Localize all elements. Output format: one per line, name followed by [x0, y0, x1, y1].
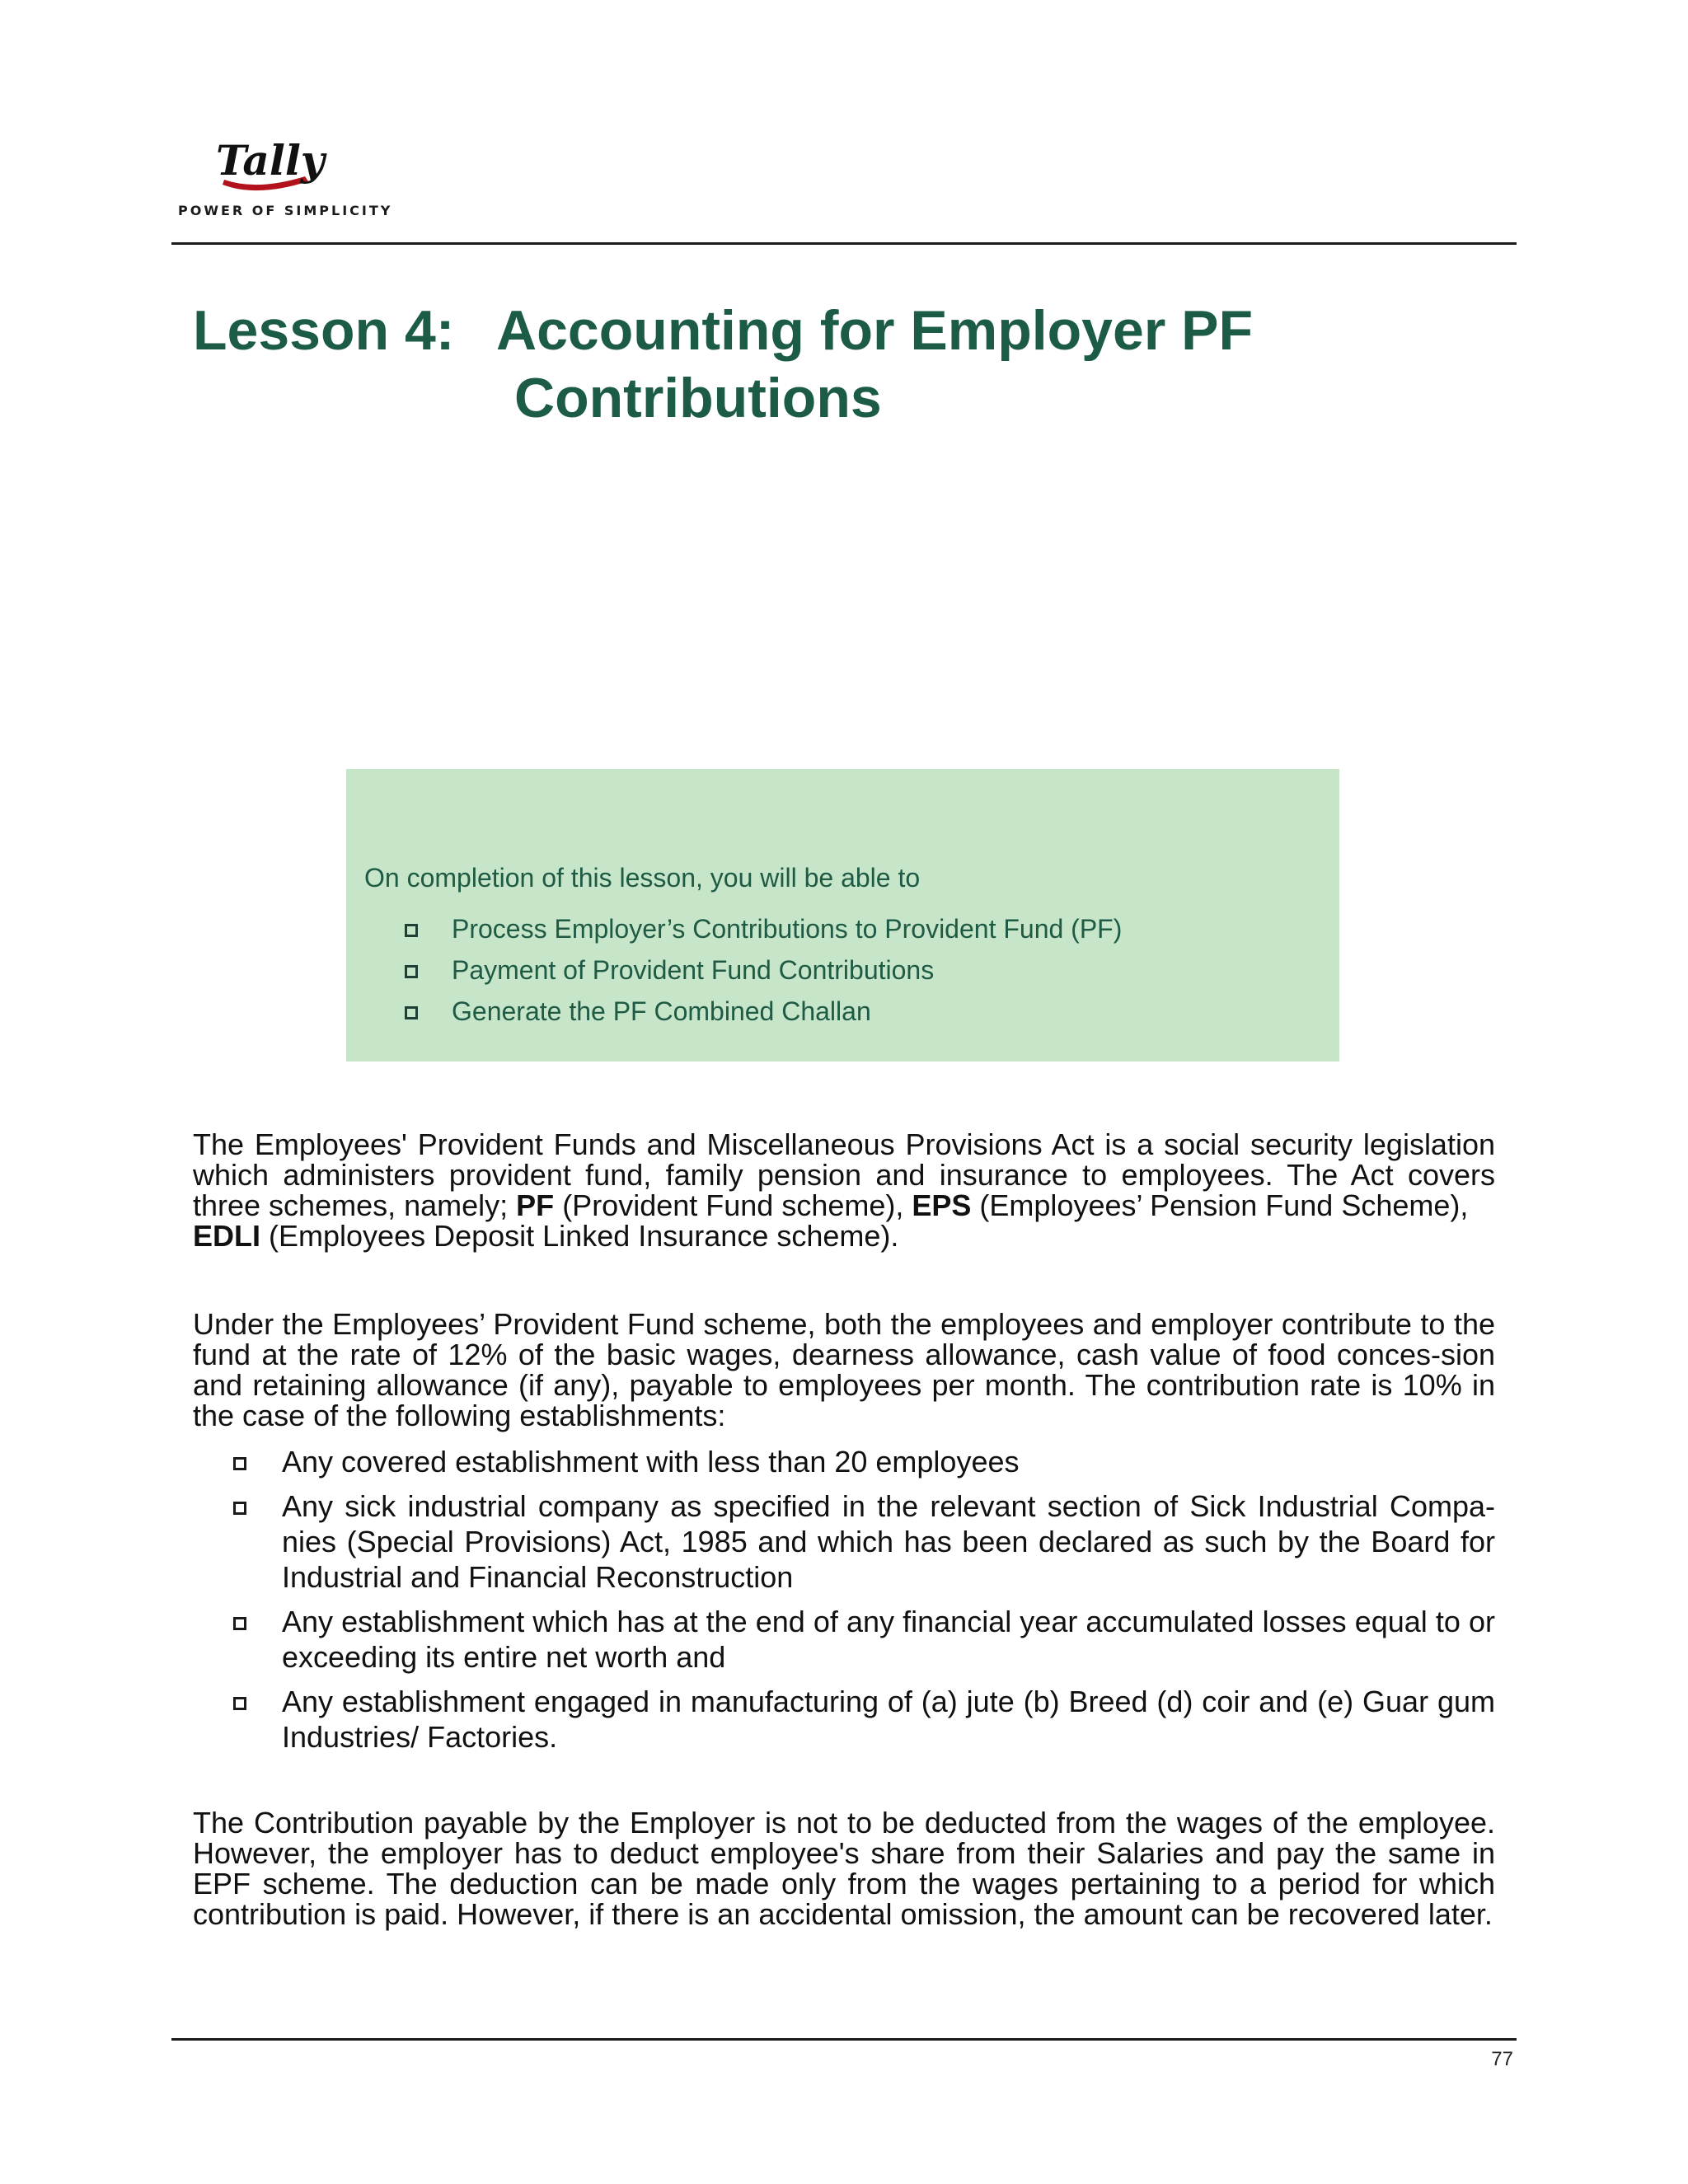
paragraph-text: (Employees’ Pension Fund Scheme), — [971, 1188, 1469, 1222]
establishment-item — [193, 1684, 1495, 1755]
lesson-title-line2: Contributions — [514, 367, 882, 429]
objectives-list — [364, 912, 1339, 1028]
square-bullet-icon — [233, 1697, 246, 1710]
objectives-intro: On completion of this lesson, you will be able to — [364, 863, 921, 893]
establishments-list — [193, 1444, 1495, 1764]
intro-paragraph — [193, 1129, 1495, 1251]
objective-text: Payment of Provident Fund Contributions — [452, 955, 935, 985]
establishment-item — [193, 1444, 1495, 1479]
header-rule — [171, 242, 1517, 245]
lesson-title — [496, 297, 1320, 432]
paragraph-text: The Employees' Provident Funds and Miscellaneous Provisions Act is a social security legislation which administers provident fund, family pension and insurance to employees. The Act covers three schemes, namely; — [193, 1127, 1495, 1222]
square-bullet-icon — [405, 965, 418, 978]
tally-logo-mark — [208, 132, 331, 198]
square-bullet-icon — [405, 1006, 418, 1019]
establishment-item — [193, 1488, 1495, 1595]
establishment-item — [193, 1604, 1495, 1675]
logo-tagline: POWER OF SIMPLICITY — [178, 203, 393, 218]
lesson-label: Lesson 4: — [193, 299, 455, 362]
employer-deduction-paragraph: The Contribution payable by the Employer is not to be deducted from the wages of the employee. However, the employer has to deduct employee's share from their Salaries and pay the same in EPF scheme. The deduction can be made only from the wages pertaining to a period for which contribution is paid. However, if there is an accidental omission, the amount can be recovered later. — [193, 1806, 1495, 1931]
objective-item — [364, 954, 1339, 987]
footer-rule — [171, 2038, 1517, 2041]
edli-term: EDLI — [193, 1219, 261, 1253]
establishment-text: Any establishment which has at the end of any financial year accumulated losses equal to or exceeding its entire net worth and — [282, 1605, 1495, 1674]
paragraph-text: (Employees Deposit Linked Insurance scheme). — [260, 1219, 899, 1253]
objective-text: Process Employer’s Contributions to Provident Fund (PF) — [452, 914, 1123, 944]
logo-wordmark: Tally — [216, 136, 325, 185]
establishment-text: Any establishment engaged in manufacturing of (a) jute (b) Breed (d) coir and (e) Guar gum Industries/ Factories. — [282, 1685, 1495, 1754]
objective-text: Generate the PF Combined Challan — [452, 996, 871, 1026]
objective-item — [364, 912, 1339, 945]
contribution-rate-paragraph: Under the Employees’ Provident Fund scheme, both the employees and employer contribute to the fund at the rate of 12% of the basic wages, dearness allowance, cash value of food conces-sion and retaining allowance (if any), payable to employees per month. The contribution rate is 10% in the case of the following establishments: — [193, 1307, 1495, 1432]
objectives-box — [346, 769, 1339, 1062]
lesson-title-line1: Accounting for Employer PF — [496, 299, 1254, 362]
paragraph-text: (Provident Fund scheme), — [554, 1188, 912, 1222]
pf-term: PF — [516, 1188, 555, 1222]
page-number: 77 — [1491, 2048, 1513, 2070]
establishment-text: Any sick industrial company as specified in the relevant section of Sick Industrial Compa-nies (Special Provisions) Act, 1985 and which has been declared as such by the Board for Industrial and Financial Reconstruction — [282, 1489, 1495, 1594]
objective-item — [364, 995, 1339, 1028]
tally-logo — [175, 132, 393, 227]
square-bullet-icon — [233, 1457, 246, 1470]
square-bullet-icon — [233, 1617, 246, 1630]
square-bullet-icon — [405, 924, 418, 937]
eps-term: EPS — [912, 1188, 972, 1222]
establishment-text: Any covered establishment with less than 20 employees — [282, 1445, 1020, 1479]
square-bullet-icon — [233, 1502, 246, 1515]
